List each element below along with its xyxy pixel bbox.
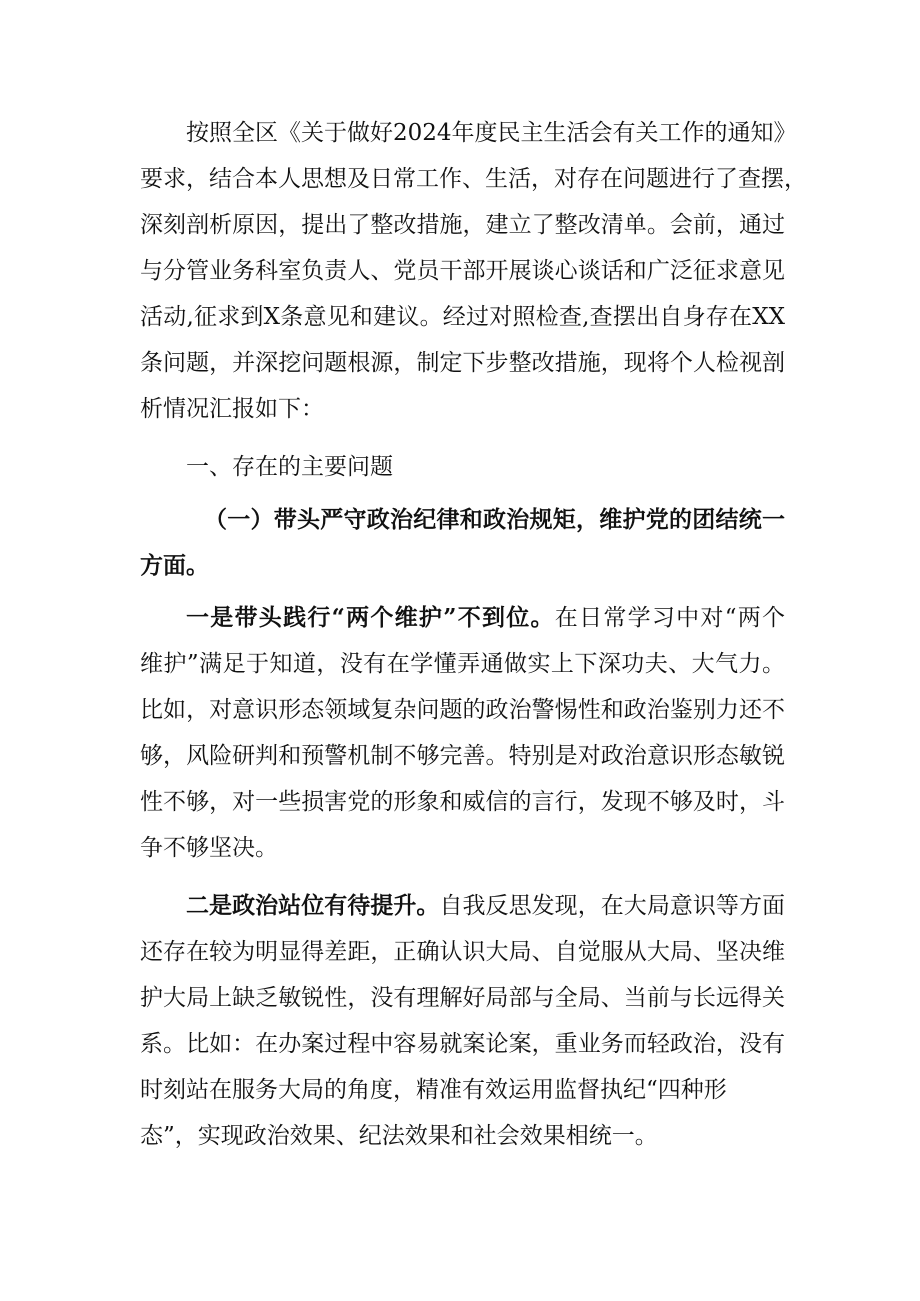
intro-line-1: 按照全区《关于做好2024年度民主生活会有关工作的通知》 — [186, 120, 797, 146]
point2-line-5: 时刻站在服务大局的角度，精准有效运用监督执纪“四种形 — [140, 1077, 727, 1103]
point2-line-3: 护大局上缺乏敏锐性，没有理解好局部与全局、当前与长远得关 — [140, 985, 785, 1011]
intro-line-4: 与分管业务科室负责人、党员干部开展谈心谈话和广泛征求意见 — [140, 258, 785, 284]
point1-line-1 — [186, 603, 785, 633]
point1-line-3: 比如，对意识形态领域复杂问题的政治警惕性和政治鉴别力还不 — [140, 697, 785, 723]
point1-line-6: 争不够坚决。 — [140, 835, 278, 861]
intro-line-6: 条问题，并深挖问题根源，制定下步整改措施，现将个人检视剖 — [140, 350, 785, 376]
point2-first-rest: 自我反思发现，在大局意识等方面 — [439, 893, 786, 919]
intro-line-7: 析情况汇报如下： — [140, 396, 324, 422]
point2-line-6: 态”，实现政治效果、纪法效果和社会效果相统一。 — [140, 1123, 658, 1149]
point2-line-1 — [186, 891, 785, 921]
intro-line-3: 深刻剖析原因，提出了整改措施，建立了整改清单。会前，通过 — [140, 212, 785, 238]
point2-line-2: 还存在较为明显得差距，正确认识大局、自觉服从大局、坚决维 — [140, 939, 785, 965]
point1-line-2: 维护”满足于知道，没有在学懂弄通做实上下深功夫、大气力。 — [140, 651, 785, 677]
subsection-title-line-2: 方面。 — [140, 552, 209, 579]
subsection-title-line-1: （一）带头严守政治纪律和政治规矩，维护党的团结统一 — [204, 506, 785, 533]
point1-line-5: 性不够，对一些损害党的形象和威信的言行，发现不够及时，斗 — [140, 789, 785, 815]
section-title: 一、存在的主要问题 — [186, 454, 393, 480]
point2-heading: 二是政治站位有待提升。 — [186, 892, 440, 919]
intro-line-5: 活动,征求到X条意见和建议。经过对照检查,查摆出自身存在XX — [140, 304, 785, 330]
point1-first-rest: 在日常学习中对“两个 — [554, 605, 785, 631]
point1-line-4: 够，风险研判和预警机制不够完善。特别是对政治意识形态敏锐 — [140, 743, 785, 769]
point1-heading: 一是带头践行“两个维护”不到位。 — [186, 604, 555, 631]
point2-line-4: 系。比如：在办案过程中容易就案论案，重业务而轻政治，没有 — [140, 1031, 785, 1057]
intro-line-2: 要求，结合本人思想及日常工作、生活，对存在问题进行了查摆， — [140, 166, 807, 192]
